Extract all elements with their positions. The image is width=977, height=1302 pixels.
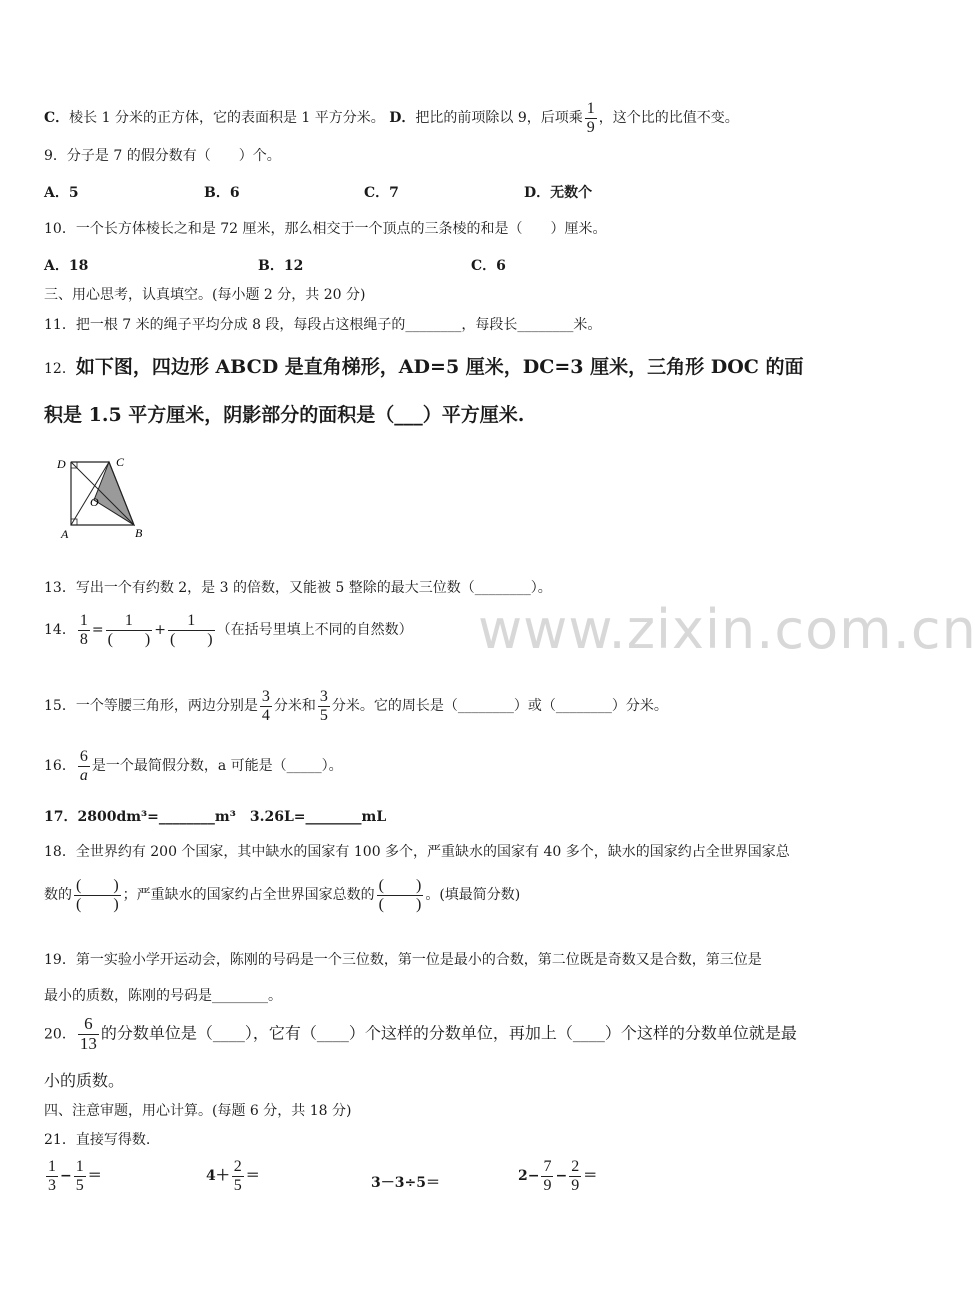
label-c: C (116, 455, 125, 469)
shaded-triangle (94, 462, 134, 525)
q21-stem: 21．直接写得数. (44, 1132, 151, 1148)
q13: 13．写出一个有约数 2，是 3 的倍数，又能被 5 整除的最大三位数（________）。 (44, 580, 552, 596)
q10-option-a: A．18 (44, 258, 89, 274)
q20-line1: 20． $\frac{6}{13}$ 的分数单位是（____），它有（____）个这样的分数单位，再加上（____）个这样的分数单位就是最 (44, 1014, 797, 1053)
q14: 14． $\frac{1}{8}$ = $\frac{1}{( )}$ + $\frac{1}{( )}$ （在括号里填上不同的自然数） (44, 612, 413, 648)
q15: 15．一个等腰三角形，两边分别是 $\frac{3}{4}$ 分米和 $\frac{3}{5}$ 分米。它的周长是（________）或（________）分米。 (44, 688, 668, 724)
q11: 11．把一根 7 米的绳子平均分成 8 段，每段占这根绳子的________，每段长________米。 (44, 317, 602, 333)
q10-option-b: B．12 (258, 258, 304, 274)
label-a: A (61, 527, 69, 541)
q18-line1: 18．全世界约有 200 个国家，其中缺水的国家有 100 多个，严重缺水的国家有 40 多个，缺水的国家约占全世界国家总 (44, 844, 790, 860)
q17: 17．2800dm³=________m³ 3.26L=________mL (44, 809, 387, 825)
q21-expr-2: 4＋ $\frac{2}{5}$ ＝ (206, 1158, 260, 1194)
q18-line2: 数的 $\frac{( )}{( )}$ ；严重缺水的国家约占全世界国家总数的 $\frac{( )}{( )}$ 。(填最简分数) (44, 877, 521, 913)
q9-stem: 9．分子是 7 的假分数有（ ）个。 (44, 148, 281, 164)
label-o: O (90, 495, 99, 509)
label-d: D (57, 457, 66, 471)
section-4-heading: 四、注意审题，用心计算。(每题 6 分，共 18 分) (44, 1103, 352, 1119)
q16: 16． $\frac{6}{a}$ 是一个最简假分数，a 可能是（_____）。 (44, 748, 343, 784)
q21-expr-1: $\frac{1}{3}$ − $\frac{1}{5}$ ＝ (48, 1158, 102, 1194)
q19-line1: 19．第一实验小学开运动会，陈刚的号码是一个三位数，第一位是最小的合数，第二位既是奇数又是合数，第三位是 (44, 952, 762, 968)
q9-option-a: A．5 (44, 185, 79, 201)
q10-option-c: C．6 (471, 258, 506, 274)
q9-option-b: B．6 (204, 185, 240, 201)
q9-option-d: D．无数个 (524, 185, 593, 201)
label-b: B (135, 526, 143, 540)
q21-expr-4: 2− $\frac{7}{9}$ − $\frac{2}{9}$ ＝ (518, 1158, 598, 1194)
q19-line2: 最小的质数，陈刚的号码是________。 (44, 988, 282, 1004)
q20-line2: 小的质数。 (44, 1071, 125, 1090)
trapezoid-figure (52, 452, 152, 544)
q21-expr-3: 3－3÷5＝ (371, 1175, 440, 1191)
q10-stem: 10．一个长方体棱长之和是 72 厘米，那么相交于一个顶点的三条棱的和是（ ）厘米。 (44, 221, 607, 237)
diagonal-db (71, 462, 134, 525)
section-3-heading: 三、用心思考，认真填空。(每小题 2 分，共 20 分) (44, 287, 366, 303)
q8-options: C．棱长 1 分米的正方体，它的表面积是 1 平方分米。 D．把比的前项除以 9，后项乘 $\frac{1}{9}$ ，这个比的比值不变。 (44, 100, 739, 136)
q12-line2: 积是 1.5 平方厘米，阴影部分的面积是（___）平方厘米. (44, 404, 525, 426)
watermark: www.zixin.com.cn (478, 598, 977, 661)
q12-line1: 12．如下图，四边形 ABCD 是直角梯形，AD=5 厘米，DC=3 厘米，三角形 DOC 的面 (44, 356, 804, 378)
q9-option-c: C．7 (364, 185, 399, 201)
fraction-1-9: $\frac{1}{9}$ (586, 100, 595, 136)
